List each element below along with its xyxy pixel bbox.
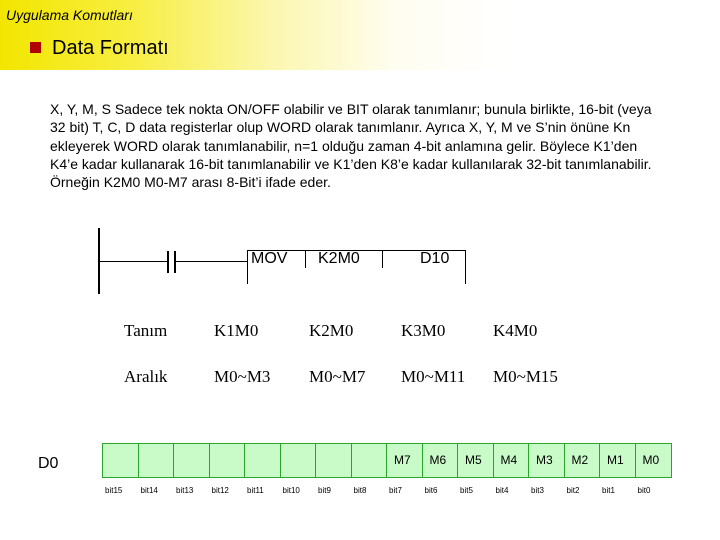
bit-label: bit6	[424, 486, 438, 495]
m-bit-label: M7	[394, 453, 411, 467]
bit-divider	[386, 443, 387, 478]
description-text: X, Y, M, S Sadece tek nokta ON/OFF olabilir ve BIT olarak tanımlanır; bunula birlikte, 16-bit (veya 32 bit) T, C, D data registerlar olup WORD olarak tanımlanır. Ayrıca X, Y, M ve S’nin önüne Kn ekleyerek WORD olarak tanımlanabilir, n=1 olduğu zaman 4-bit anlamına gelir. Böylece K1’den K4’e kadar kullanarak 16-bit tanımlanabilir ve K1’den K8’e kadar kullanılarak 32-bit tanımlanabilir. Örneğin K2M0 M0-M7 arası 8-Bit’i ifade eder.	[50, 101, 652, 191]
row-label-aralik: Aralık	[124, 367, 168, 386]
bit-divider	[173, 443, 174, 478]
bit-label: bit2	[566, 486, 580, 495]
rung-line-right	[176, 261, 247, 262]
m-bit-label: M0	[642, 453, 660, 467]
bit-label: bit7	[389, 486, 402, 495]
bit-label: bit9	[318, 486, 331, 495]
bit-divider	[138, 443, 139, 478]
bit-divider	[599, 443, 600, 478]
m-bit-label: M6	[429, 453, 447, 467]
bit-label: bit3	[531, 486, 544, 495]
table-cell: K3M0	[401, 321, 446, 340]
m-bit-label: M2	[571, 453, 589, 467]
bit-label: bit4	[495, 486, 509, 495]
instruction-divider-1	[247, 250, 248, 284]
table-row	[112, 308, 573, 354]
bit-label: bit8	[353, 486, 367, 495]
m-bit-label: M4	[500, 453, 518, 467]
table-cell: M0~M11	[401, 367, 466, 386]
instruction-src: K2M0	[318, 250, 360, 267]
bit-divider	[315, 443, 316, 478]
bit-divider	[457, 443, 458, 478]
row-label-tanim: Tanım	[124, 321, 168, 340]
bit-label: bit13	[176, 486, 194, 495]
bit-divider	[564, 443, 565, 478]
bit-label: bit11	[247, 486, 264, 495]
bit-divider	[635, 443, 636, 478]
instruction-divider-2	[305, 250, 306, 268]
table-cell: M0~M7	[309, 367, 366, 386]
table-cell: M0~M15	[493, 367, 558, 386]
bit-divider	[280, 443, 281, 478]
contact-bar-right	[174, 251, 176, 273]
register-name: D0	[38, 455, 59, 472]
m-bit-label: M5	[465, 453, 482, 467]
table-cell: K2M0	[309, 321, 354, 340]
bit-label: bit14	[140, 486, 158, 495]
section-title-text: Data Formatı	[52, 37, 169, 59]
instruction-op: MOV	[251, 250, 288, 267]
bit-divider	[422, 443, 423, 478]
bit-divider	[528, 443, 529, 478]
bit-label: bit5	[460, 486, 473, 495]
instruction-divider-4	[465, 250, 466, 284]
m-bit-label: M1	[607, 453, 624, 467]
bit-label: bit1	[602, 486, 615, 495]
instruction-divider-3	[382, 250, 383, 268]
instruction-dst: D10	[420, 250, 450, 267]
contact-bar-left	[167, 251, 169, 273]
bit-divider	[209, 443, 210, 478]
rung-line-left	[100, 261, 167, 262]
table-cell: K4M0	[493, 321, 538, 340]
section-title	[30, 37, 169, 60]
app-title: Uygulama Komutları	[6, 7, 133, 23]
table-row	[112, 354, 573, 400]
bit-label: bit0	[637, 486, 651, 495]
table-cell: K1M0	[214, 321, 259, 340]
bit-label: bit10	[282, 486, 300, 495]
bit-label: bit12	[211, 486, 229, 495]
bit-label: bit15	[105, 486, 123, 495]
bit-divider	[244, 443, 245, 478]
m-bit-label: M3	[536, 453, 553, 467]
range-table	[112, 308, 573, 400]
bit-divider	[493, 443, 494, 478]
table-cell: M0~M3	[214, 367, 271, 386]
bit-divider	[351, 443, 352, 478]
